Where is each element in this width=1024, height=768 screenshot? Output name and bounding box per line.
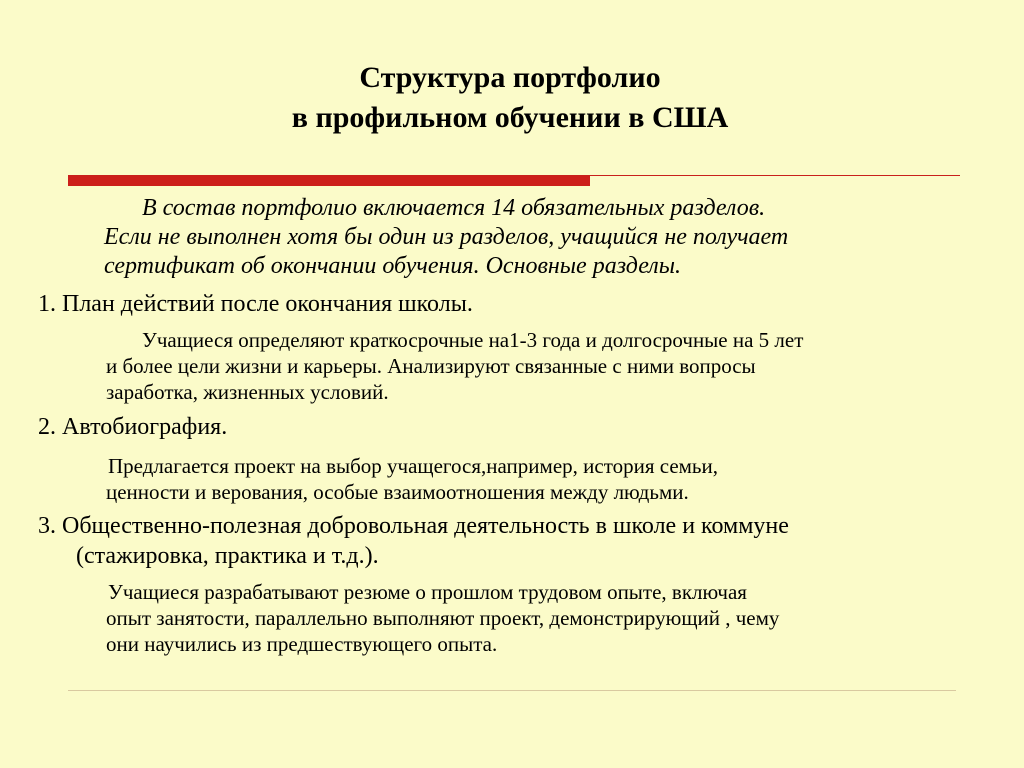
section-2-heading (38, 413, 227, 442)
section-1-body-line-1: Учащиеся определяют краткосрочные на1-3 года и долгосрочные на 5 лет (142, 328, 804, 352)
slide-title (140, 58, 880, 138)
section-3-body-line-3: они научились из предшествующего опыта. (106, 632, 498, 656)
section-2-heading-line-1: 2. Автобиография. (38, 414, 228, 440)
section-2-body (106, 453, 718, 505)
section-1-body (106, 327, 803, 405)
section-1-body-line-3: заработка, жизненных условий. (106, 380, 389, 404)
title-line-2: в профильном обучении в США (291, 101, 729, 134)
section-3-body-line-1: Учащиеся разрабатывают резюме о прошлом трудовом опыте, включая (108, 580, 747, 604)
section-3-heading-line-2: (стажировка, практика и т.д.). (76, 543, 379, 569)
section-1-heading (38, 290, 473, 319)
section-3-heading (38, 511, 789, 571)
intro-line-3: сертификат об окончании обучения. Основные разделы. (104, 253, 681, 279)
title-line-1: Структура портфолио (359, 61, 661, 94)
section-3-body-line-2: опыт занятости, параллельно выполняют проект, демонстрирующий , чему (106, 606, 780, 630)
intro-line-2: Если не выполнен хотя бы один из разделов, учащийся не получает (104, 224, 789, 250)
footer-divider (68, 690, 956, 691)
section-3-body (106, 579, 779, 657)
section-2-body-line-1: Предлагается проект на выбор учащегося,например, история семьи, (108, 454, 718, 478)
section-2-body-line-2: ценности и верования, особые взаимоотношения между людьми. (106, 480, 689, 504)
section-3-heading-line-1: 3. Общественно-полезная добровольная деятельность в школе и коммуне (38, 513, 789, 539)
section-1-heading-line-1: 1. План действий после окончания школы. (38, 291, 473, 317)
intro-paragraph (104, 194, 788, 281)
section-1-body-line-2: и более цели жизни и карьеры. Анализируют связанные с ними вопросы (106, 354, 756, 378)
title-divider-accent-bar (68, 176, 590, 186)
intro-line-1: В состав портфолио включается 14 обязательных разделов. (142, 195, 766, 221)
